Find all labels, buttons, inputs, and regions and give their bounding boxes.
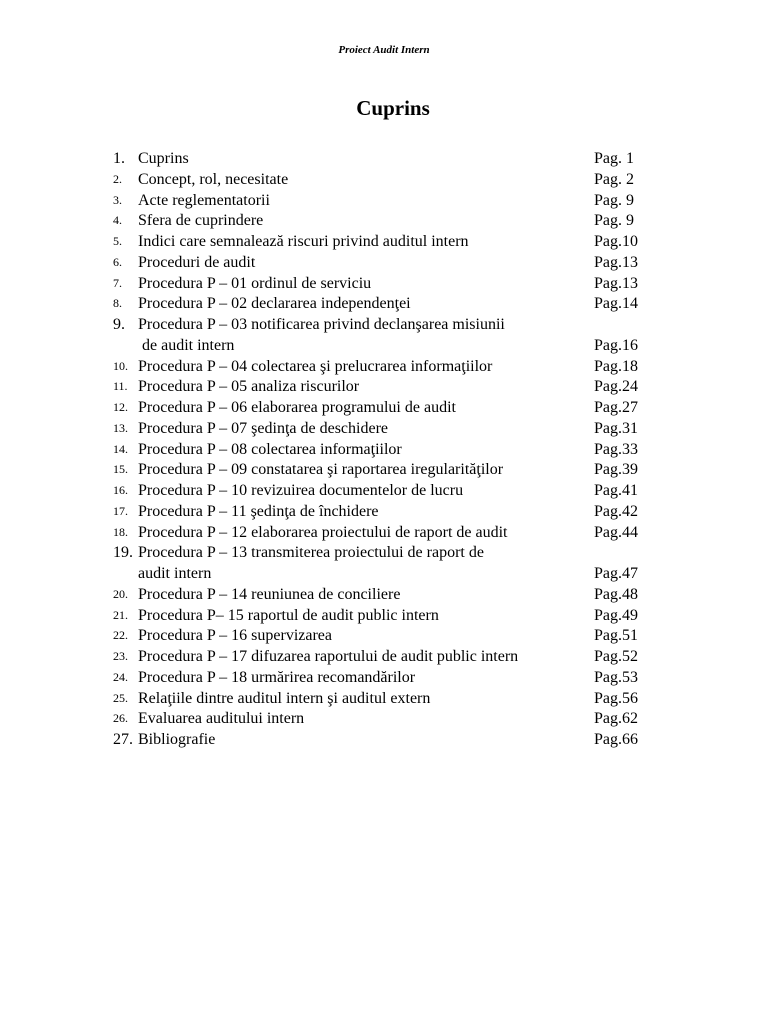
toc-entry-number: 17. [113,503,128,518]
toc-entry-page: Pag. 2 [594,170,634,188]
toc-entry [0,376,768,397]
toc-entry-number: 2. [113,171,122,186]
toc-entry-title: Procedura P – 14 reuniunea de conciliere [138,585,401,603]
toc-entry-page: Pag.42 [594,502,638,520]
toc-entry [0,418,768,439]
toc-entry-title: Procedura P – 10 revizuirea documentelor de lucru [138,482,464,499]
toc-entry [0,667,768,688]
toc-entry [0,293,768,314]
toc-entry-title: Sfera de cuprindere [138,212,264,230]
toc-entry [0,210,768,231]
toc-entry-number: 18. [113,524,128,539]
toc-entry-number: 25. [113,690,128,705]
toc-entry-title: Proceduri de audit [138,253,256,271]
toc-entry-page: Pag.27 [594,399,638,416]
toc-entry-number: 10. [113,358,128,373]
toc-entry [0,480,768,501]
toc-entry [0,190,768,211]
toc-entry-title: Procedura P – 08 colectarea informaţiilor [138,440,402,458]
toc-entry-number: 20. [113,586,128,601]
toc-entry-title: Procedura P – 13 transmiterea proiectului de raport de [138,544,484,562]
toc-entry-page: Pag.39 [594,461,638,479]
toc-entry-page: Pag.24 [594,378,638,396]
toc-entry-number: 21. [113,607,128,622]
toc-entry-continuation [0,335,768,356]
toc-entry-number: 7. [113,275,122,290]
toc-entry-continuation [0,563,768,584]
toc-entry-number: 12. [113,400,128,414]
toc-entry [0,584,768,605]
toc-entry-page: Pag.51 [594,627,638,645]
toc-entry [0,542,768,563]
toc-entry-page: Pag.10 [594,233,638,250]
toc-entry-title: Procedura P – 06 elaborarea programului de audit [138,399,456,416]
toc-entry-number: 8. [113,296,122,311]
toc-entry-title: Procedura P – 11 şedinţa de închidere [138,502,379,520]
toc-entry-number: 14. [113,441,128,456]
toc-entry-title: Procedura P – 07 şedinţa de deschidere [138,419,388,437]
toc-entry [0,314,768,335]
toc-entry-number: 3. [113,192,122,207]
toc-entry-number: 16. [113,483,128,497]
toc-entry-page: Pag.44 [594,523,638,541]
toc-entry-number: 6. [113,254,122,269]
page-title: Cuprins [356,96,430,120]
toc-entry-page: Pag.47 [594,565,638,582]
toc-entry-page: Pag.18 [594,357,638,375]
toc-entry-page: Pag.52 [594,648,638,665]
toc-entry-number: 11. [113,379,128,394]
toc-entry-number: 13. [113,420,128,435]
toc-entry-page: Pag.66 [594,731,638,748]
toc-entry-page: Pag.13 [594,274,638,292]
toc-entry-title: Procedura P – 05 analiza riscurilor [138,378,360,396]
toc-entry-page: Pag.13 [594,253,638,271]
toc-entry-page: Pag.31 [594,419,638,437]
toc-entry-number: 15. [113,462,128,477]
toc-entry-title: Procedura P – 18 urmărirea recomandărilor [138,668,416,686]
toc-entry [0,148,768,169]
toc-entry-title: Acte reglementatorii [138,191,270,209]
toc-entry [0,625,768,646]
toc-entry-title-continued: de audit intern [142,336,235,354]
toc-entry-title: Procedura P– 15 raportul de audit public intern [138,606,439,624]
toc-entry-title: Cuprins [138,150,189,167]
toc-entry-title: Procedura P – 17 difuzarea raportului de audit public intern [138,648,519,665]
toc-entry-title: Procedura P – 09 constatarea şi raportarea iregularităţilor [138,461,504,479]
toc-entry-page: Pag.33 [594,440,638,458]
toc-entry-page: Pag.62 [594,710,638,728]
toc-entry [0,459,768,480]
toc-entry-title: Indici care semnalează riscuri privind auditul intern [138,233,469,250]
toc-entry-title-continued: audit intern [138,565,212,582]
toc-entry-page: Pag.56 [594,689,638,707]
toc-entry-number: 26. [113,711,128,726]
toc-entry [0,169,768,190]
toc-entry [0,501,768,522]
toc-entry-number: 24. [113,669,128,684]
toc-entry-title: Relaţiile dintre auditul intern şi auditul extern [138,689,431,707]
toc-entry-title: Procedura P – 04 colectarea şi prelucrarea informaţiilor [138,357,493,375]
toc-entry-page: Pag.49 [594,606,638,624]
toc-entry-page: Pag.41 [594,482,638,499]
toc-entry [0,356,768,377]
toc-entry-page: Pag. 9 [594,191,634,209]
toc-entry-page: Pag.14 [594,295,638,313]
toc-entry-page: Pag.53 [594,668,638,686]
toc-entry [0,397,768,418]
toc-entry [0,273,768,294]
toc-entry-title: Procedura P – 03 notificarea privind declanşarea misiunii [138,316,505,333]
toc-entry-number: 9. [113,316,125,333]
toc-entry [0,646,768,667]
toc-entry-title: Bibliografie [138,731,216,748]
toc-entry-title: Procedura P – 01 ordinul de serviciu [138,274,372,292]
toc-entry-title: Procedura P – 16 supervizarea [138,627,332,645]
toc-entry-number: 22. [113,628,128,643]
toc-entry [0,522,768,543]
toc-entry-title: Concept, rol, necesitate [138,170,289,188]
toc-entry-number: 1. [113,150,125,167]
running-header: Proiect Audit Intern [338,44,430,56]
toc-entry-title: Procedura P – 02 declararea independenţei [138,295,411,313]
toc-entry-title: Evaluarea auditului intern [138,710,305,728]
toc-entry-page: Pag. 1 [594,150,634,167]
toc-entry-number: 4. [113,213,122,228]
toc-entry-page: Pag.16 [594,336,638,354]
toc-entry [0,605,768,626]
toc-entry-number: 19. [113,544,133,562]
toc-entry-page: Pag. 9 [594,212,634,230]
toc-entry [0,708,768,729]
toc-entry [0,252,768,273]
toc-entry [0,729,768,750]
toc-entry-number: 5. [113,234,122,248]
toc-entry-page: Pag.48 [594,585,638,603]
toc-entry [0,231,768,252]
toc-entry-number: 23. [113,649,128,663]
toc-entry-number: 27. [113,731,133,748]
toc-entry-title: Procedura P – 12 elaborarea proiectului de raport de audit [138,523,508,541]
toc-entry [0,439,768,460]
toc-entry [0,688,768,709]
